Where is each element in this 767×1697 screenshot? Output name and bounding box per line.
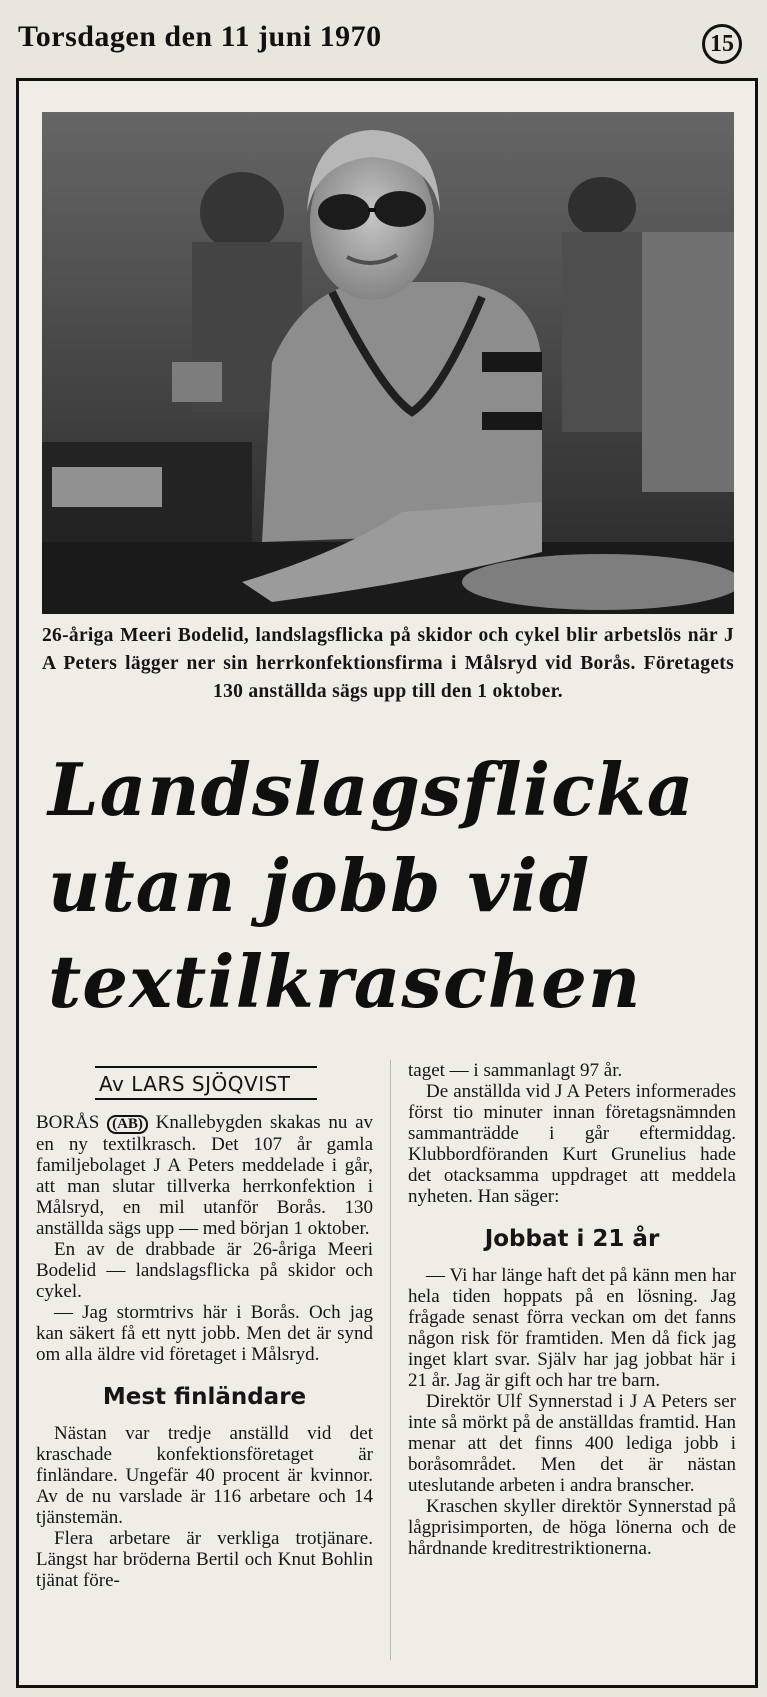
- article-photo: [42, 112, 734, 614]
- paragraph: De anställda vid J A Peters informerades först tio minuter innan företagsnämnden sammanträdde i går eftermiddag. Klubbordföranden Kurt Grunelius hade det otacksamma uppdraget att meddela nyheten. Han säger:: [408, 1081, 736, 1207]
- photo-illustration: [42, 112, 734, 614]
- agency-logo: (AB): [107, 1115, 148, 1134]
- article-column-left: [36, 1112, 373, 1591]
- column-divider: [390, 1060, 391, 1660]
- paragraph: Flera arbetare är verkliga trotjänare. Längst har bröderna Bertil och Knut Bohlin tjänat före-: [36, 1528, 373, 1591]
- paragraph: Direktör Ulf Synnerstad i J A Peters ser inte så mörkt på de anställdas framtid. Han menar att det finns 400 lediga jobb i boråsområdet. Men det är nästan uteslutande arbeten i andra branscher.: [408, 1391, 736, 1496]
- headline-line-2: utan jobb vid: [48, 843, 591, 928]
- paragraph: taget — i sammanlagt 97 år.: [408, 1060, 623, 1081]
- headline: [48, 742, 748, 1030]
- lead-paragraph: [36, 1112, 373, 1239]
- paragraph: Kraschen skyller direktör Synnerstad på lågprisimporten, de höga lönerna och de hårdnande kreditrestriktionerna.: [408, 1496, 736, 1559]
- page-number-badge: 15: [702, 24, 742, 64]
- paragraph: — Vi har länge haft det på känn men har hela tiden hoppats på en lösning. Jag frågade senast förra veckan om det fanns någon risk för framtiden. Men då fick jag inget klart svar. Själv har jag jobbat här i 21 år. Jag är gift och har tre barn.: [408, 1265, 736, 1391]
- headline-line-3: textilkraschen: [48, 939, 642, 1024]
- paragraph: — Jag stormtrivs här i Borås. Och jag kan säkert få ett nytt jobb. Men det är synd om alla äldre vid företaget i Målsryd.: [36, 1302, 373, 1365]
- paragraph: Nästan var tredje anställd vid det kraschade konfektionsföretaget är finländare. Ungefär 40 procent är kvinnor. Av de nu varslade är 116 arbetare och 14 tjänstemän.: [36, 1423, 373, 1528]
- photo-caption: 26-åriga Meeri Bodelid, landslagsflicka på skidor och cykel blir arbetslös när J A Peters lägger ner sin herrkonfektionsfirma i Målsryd vid Borås. Företagets 130 anställda sägs upp till den 1 oktober.: [42, 625, 734, 702]
- article-column-right: [408, 1060, 736, 1559]
- byline: Av LARS SJÖQVIST: [95, 1066, 317, 1100]
- dateline: Torsdagen den 11 juni 1970: [18, 20, 382, 53]
- paragraph: En av de drabbade är 26-åriga Meeri Bodelid — landslagsflicka på skidor och cykel.: [36, 1239, 373, 1302]
- subheading: Jobbat i 21 år: [484, 1226, 660, 1252]
- subheading: Mest finländare: [102, 1384, 307, 1410]
- headline-line-1: Landslagsflicka: [48, 747, 695, 832]
- paragraph: Knallebygden skakas nu av en ny textilkrasch. Det 107 år gamla familjebolaget J A Peters meddelade i går, att man slutar tillverka herrkonfektion i Målsryd, en mil utanför Borås. 130 anställda sägs upp — med början 1 oktober.: [36, 1112, 374, 1239]
- dateline-city: BORÅS: [36, 1112, 100, 1133]
